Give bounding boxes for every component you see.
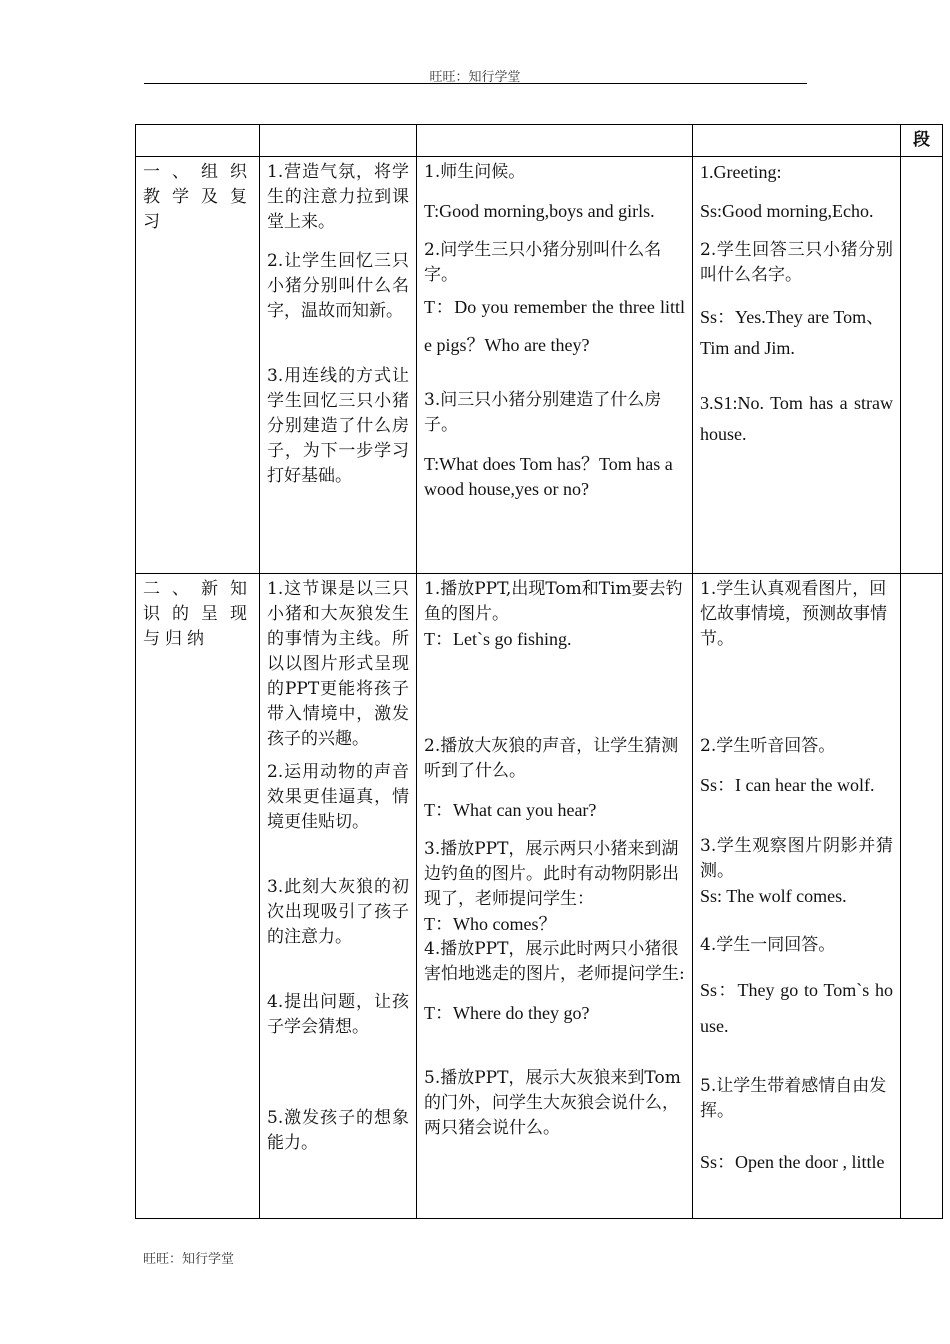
student-text: Ss：Open the door , little	[700, 1152, 885, 1172]
student-text: 3.S1:No. Tom has a straw house.	[700, 393, 893, 444]
teacher-text: 3.问三只小猪分别建造了什么房子。	[424, 390, 662, 435]
student-text: 1.学生认真观看图片，回忆故事情境，预测故事情节。	[700, 579, 887, 649]
teacher-text: 1.播放PPT,出现Tom和Tim要去钓鱼的图片。	[424, 579, 683, 624]
page-header-text: 旺旺：知行学堂	[429, 70, 521, 85]
student-text: Ss：I can hear the wolf.	[700, 775, 875, 795]
student-text: Ss:Good morning,Echo.	[700, 201, 874, 221]
lesson-plan-table	[135, 124, 943, 1219]
student-text: 1.Greeting:	[700, 162, 782, 182]
header-cell-student	[693, 125, 901, 157]
student-text: 4.学生一同回答。	[700, 935, 836, 955]
empty-cell	[901, 157, 943, 574]
stage-cell: 一、组织教学及复习	[136, 157, 260, 574]
student-text: 2.学生回答三只小猪分别叫什么名字。	[700, 240, 893, 285]
student-text: Ss：Yes.They are Tom、Tim and Jim.	[700, 307, 885, 358]
intent-text: 4.提出问题，让孩子学会猜想。	[267, 992, 409, 1037]
intent-text: 1.这节课是以三只小猪和大灰狼发生的事情为主线。所以以图片形式呈现的PPT更能将孩子带入情境中，激发孩子的兴趣。	[267, 579, 409, 749]
header-divider	[144, 83, 807, 84]
intent-cell	[260, 157, 417, 574]
teacher-text: T：Do you remember the three little pigs？Who are they?	[424, 297, 685, 355]
empty-cell	[901, 574, 943, 1219]
student-text: Ss: The wolf comes.	[700, 886, 847, 906]
teacher-activity-cell	[417, 574, 693, 1219]
intent-cell	[260, 574, 417, 1219]
stage-cell: 二、新知识的呈现与归纳	[136, 574, 260, 1219]
teacher-activity-cell	[417, 157, 693, 574]
student-text: 5.让学生带着感情自由发挥。	[700, 1076, 887, 1121]
header-cell-intent	[260, 125, 417, 157]
teacher-text: T:What does Tom has？Tom has a wood house,yes or no?	[424, 454, 673, 499]
table-row	[136, 574, 943, 1219]
teacher-text: 5.播放PPT，展示大灰狼来到Tom的门外，问学生大灰狼会说什么，两只猪会说什么。	[424, 1068, 681, 1138]
teacher-text: T：Who comes？	[424, 914, 557, 934]
teacher-text: 2.问学生三只小猪分别叫什么名字。	[424, 240, 662, 285]
intent-text: 2.运用动物的声音效果更佳逼真，情境更佳贴切。	[267, 762, 409, 832]
student-text: 2.学生听音回答。	[700, 736, 836, 756]
intent-text: 1.营造气氛，将学生的注意力拉到课堂上来。	[267, 162, 409, 232]
intent-text: 5.激发孩子的想象能力。	[267, 1108, 409, 1153]
student-activity-cell	[693, 157, 901, 574]
student-text: 3.学生观察图片阴影并猜测。	[700, 836, 893, 881]
teacher-text: 2.播放大灰狼的声音，让学生猜测听到了什么。	[424, 736, 679, 781]
table-row	[136, 157, 943, 574]
teacher-text: T:Good morning,boys and girls.	[424, 201, 655, 221]
intent-text: 3.用连线的方式让学生回忆三只小猪分别建造了什么房子，为下一步学习打好基础。	[267, 366, 409, 486]
teacher-text: T：What can you hear?	[424, 800, 597, 820]
header-cell-stage	[136, 125, 260, 157]
header-cell-teacher	[417, 125, 693, 157]
intent-text: 2.让学生回忆三只小猪分别叫什么名字，温故而知新。	[267, 251, 409, 321]
teacher-text: 1.师生问候。	[424, 162, 526, 182]
teacher-text: T：Where do they go?	[424, 1003, 590, 1023]
teacher-text: 3.播放PPT，展示两只小猪来到湖边钓鱼的图片。此时有动物阴影出现了，老师提问学生：	[424, 839, 679, 909]
student-activity-cell	[693, 574, 901, 1219]
header-cell-last: 段	[901, 125, 943, 157]
student-text: Ss：They go to Tom`s house.	[700, 980, 893, 1036]
table-header-row	[136, 125, 943, 157]
teacher-text: 4.播放PPT，展示此时两只小猪很害怕地逃走的图片，老师提问学生:	[424, 939, 685, 984]
intent-text: 3.此刻大灰狼的初次出现吸引了孩子的注意力。	[267, 877, 409, 947]
page-footer-text: 旺旺：知行学堂	[143, 1252, 235, 1267]
teacher-text: T：Let`s go fishing.	[424, 629, 572, 649]
